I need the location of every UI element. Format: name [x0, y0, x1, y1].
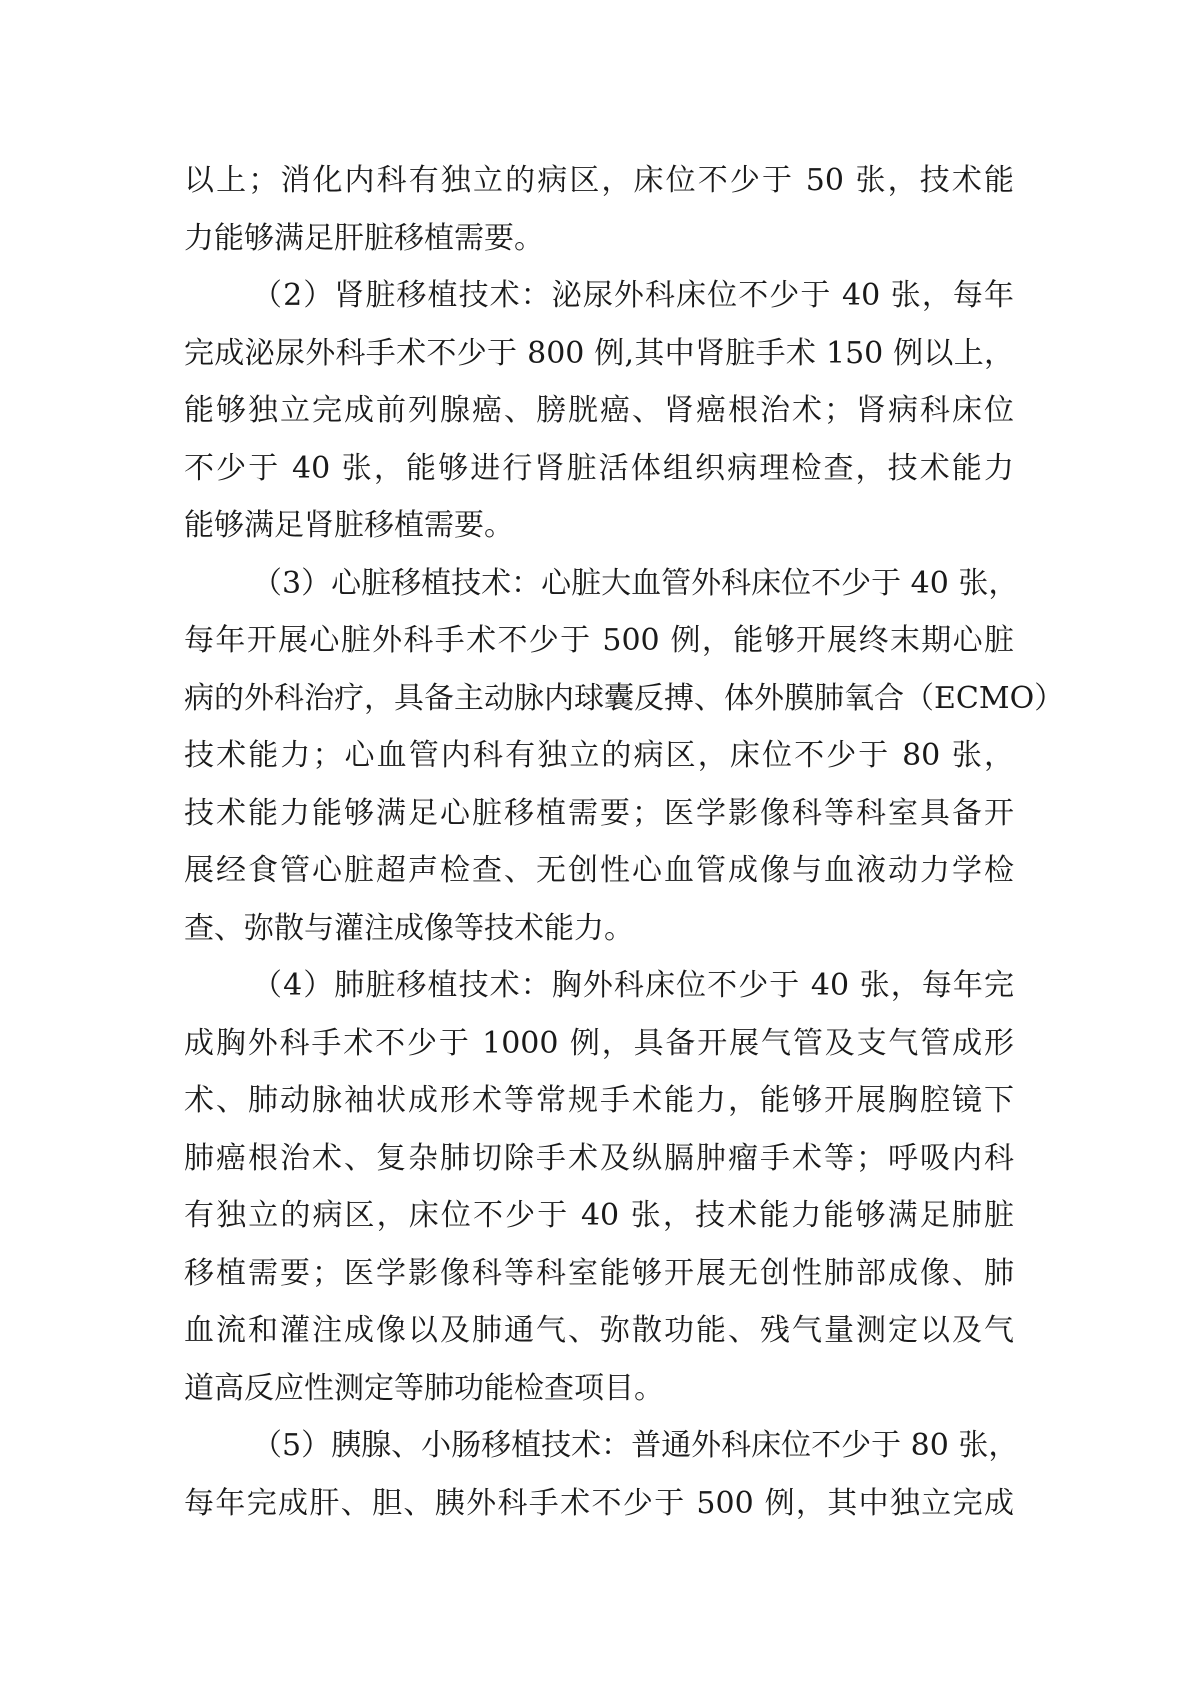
- text-line: 技术能力；心血管内科有独立的病区，床位不少于 80 张，: [184, 738, 1014, 773]
- text-line: 不少于 40 张，能够进行肾脏活体组织病理检查，技术能力: [184, 450, 1014, 486]
- text-line: 成胸外科手术不少于 1000 例，具备开展气管及支气管成形: [184, 1025, 1014, 1061]
- text-line: （4）肺脏移植技术：胸外科床位不少于 40 张，每年完: [252, 968, 1014, 1003]
- text-line: （5）胰腺、小肠移植技术：普通外科床位不少于 80 张，: [252, 1428, 1019, 1463]
- text-line: 肺癌根治术、复杂肺切除手术及纵膈肿瘤手术等；呼吸内科: [184, 1140, 1014, 1176]
- text-line: 每年开展心脏外科手术不少于 500 例，能够开展终末期心脏: [184, 623, 1014, 658]
- text-line: 以上；消化内科有独立的病区，床位不少于 50 张，技术能: [184, 163, 1014, 198]
- text-line: 血流和灌注成像以及肺通气、弥散功能、残气量测定以及气: [184, 1313, 1014, 1348]
- text-line: （2）肾脏移植技术：泌尿外科床位不少于 40 张，每年: [252, 278, 1014, 313]
- text-line: 展经食管心脏超声检查、无创性心血管成像与血液动力学检: [184, 853, 1014, 888]
- text-line: 移植需要；医学影像科等科室能够开展无创性肺部成像、肺: [184, 1255, 1014, 1291]
- text-line: 病的外科治疗，具备主动脉内球囊反搏、体外膜肺氧合（ECMO）: [184, 680, 1065, 716]
- text-line: 完成泌尿外科手术不少于 800 例,其中肾脏手术 150 例以上，: [184, 335, 1014, 371]
- text-line: 技术能力能够满足心脏移植需要；医学影像科等科室具备开: [184, 795, 1014, 831]
- text-line: 查、弥散与灌注成像等技术能力。: [184, 910, 634, 946]
- text-line: （3）心脏移植技术：心脏大血管外科床位不少于 40 张，: [252, 565, 1019, 601]
- text-line: 力能够满足肝脏移植需要。: [184, 220, 544, 256]
- text-line: 有独立的病区，床位不少于 40 张，技术能力能够满足肺脏: [184, 1198, 1014, 1233]
- body-text: [184, 152, 1065, 1532]
- text-line: 术、肺动脉袖状成形术等常规手术能力，能够开展胸腔镜下: [184, 1083, 1014, 1118]
- text-line: 每年完成肝、胆、胰外科手术不少于 500 例，其中独立完成: [184, 1485, 1014, 1521]
- text-line: 能够独立完成前列腺癌、膀胱癌、肾癌根治术；肾病科床位: [184, 393, 1014, 428]
- text-line: 道高反应性测定等肺功能检查项目。: [184, 1370, 664, 1406]
- text-line: 能够满足肾脏移植需要。: [184, 508, 514, 543]
